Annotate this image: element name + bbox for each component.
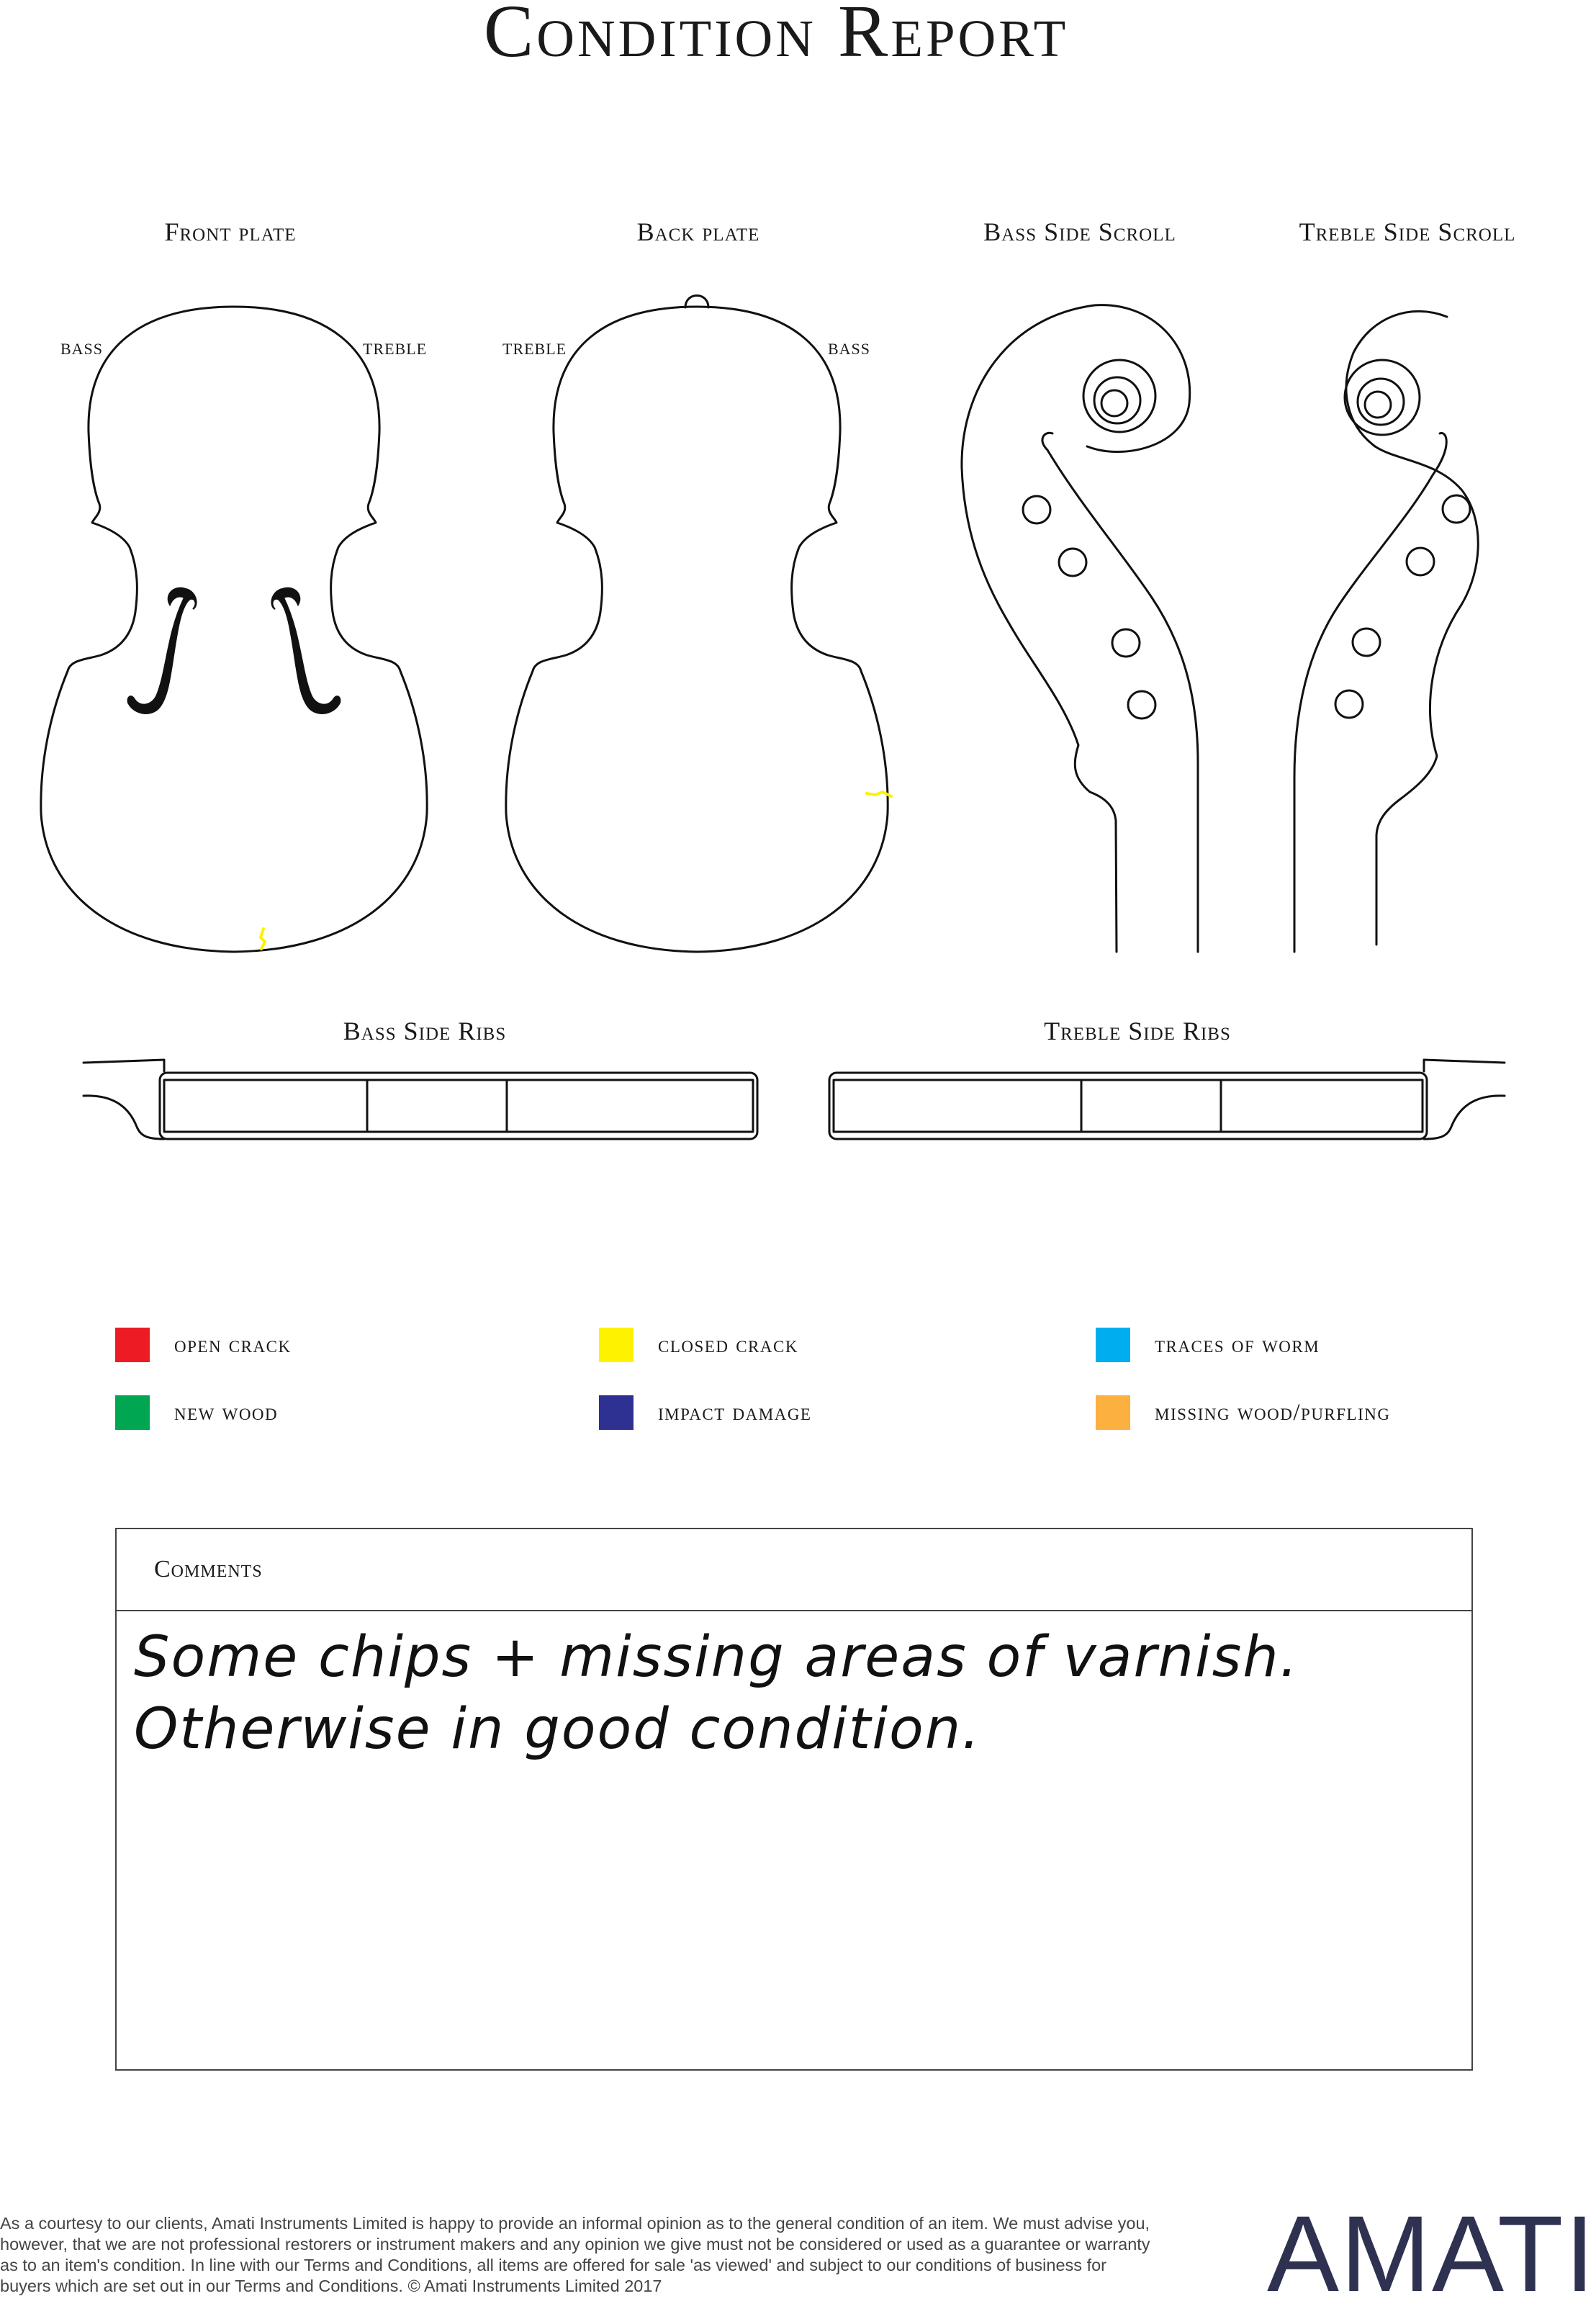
- disclaimer-text: As a courtesy to our clients, Amati Instruments Limited is happy to provide an informal opinion as to the general condition of an item. We must advise you, however, that we are not professional restorers or instrument makers and any opinion we give must not be considered or used as a guarantee or warranty as to an item's condition. In line with our Terms and Conditions, all items are offered for sale 'as viewed' and subject to our conditions of business for buyers which are set out in our Terms and Conditions. © Amati Instruments Limited 2017: [0, 2214, 1150, 2295]
- legend-closed-crack: [599, 1326, 798, 1364]
- legend-impact-damage: [599, 1394, 811, 1431]
- legend-label: traces of worm: [1155, 1331, 1320, 1358]
- new-wood-swatch: [115, 1395, 150, 1430]
- treble-side-scroll-label: Treble Side Scroll: [1299, 217, 1516, 246]
- legend-label: new wood: [174, 1399, 279, 1426]
- bass-side-scroll-label: Bass Side Scroll: [983, 217, 1176, 246]
- legend-label: missing wood/purfling: [1155, 1399, 1391, 1426]
- legend-missing-wood-purfling: [1096, 1394, 1391, 1431]
- legend-label: closed crack: [658, 1331, 798, 1358]
- treble-f-hole: [271, 588, 340, 713]
- treble-side-ribs: [829, 1060, 1505, 1139]
- bass-side-scroll: [962, 305, 1198, 952]
- legend-new-wood: [115, 1394, 278, 1431]
- front-bass-side-label: BASS: [60, 340, 104, 358]
- back-treble-side-label: TREBLE: [502, 340, 567, 358]
- front-treble-side-label: TREBLE: [363, 340, 428, 358]
- bass-side-ribs-label: Bass Side Ribs: [343, 1017, 507, 1045]
- comment-line: Some chips + missing areas of varnish.: [134, 1625, 1299, 1690]
- back-bass-side-label: BASS: [828, 340, 871, 358]
- legend-label: impact damage: [658, 1399, 812, 1426]
- page-title: Condition Report: [483, 0, 1069, 73]
- legend-label: open crack: [174, 1331, 292, 1358]
- amati-logo: AMATI: [1267, 2193, 1596, 2314]
- comments-heading: Comments: [117, 1529, 1471, 1611]
- comment-line: Otherwise in good condition.: [134, 1697, 981, 1762]
- bass-f-hole: [128, 588, 197, 713]
- back-plate-label: Back plate: [636, 217, 760, 246]
- back-plate-outline: [506, 307, 888, 952]
- open-crack-swatch: [115, 1328, 150, 1362]
- front-plate-label: Front plate: [164, 217, 297, 246]
- treble-side-ribs-label: Treble Side Ribs: [1044, 1017, 1231, 1045]
- bass-side-ribs: [84, 1060, 757, 1139]
- treble-side-scroll: [1294, 311, 1478, 952]
- front-plate-outline: [41, 307, 427, 952]
- closed-crack-swatch: [599, 1328, 634, 1362]
- impact-damage-swatch: [599, 1395, 634, 1430]
- traces-of-worm-swatch: [1096, 1328, 1130, 1362]
- legend-open-crack: [115, 1326, 292, 1364]
- comments-box: [115, 1528, 1473, 2071]
- missing-wood-purfling-swatch: [1096, 1395, 1130, 1430]
- handwritten-comments: [117, 1611, 1471, 1765]
- legend-traces-of-worm: [1096, 1326, 1320, 1364]
- front-closed-crack-marking: [261, 929, 265, 949]
